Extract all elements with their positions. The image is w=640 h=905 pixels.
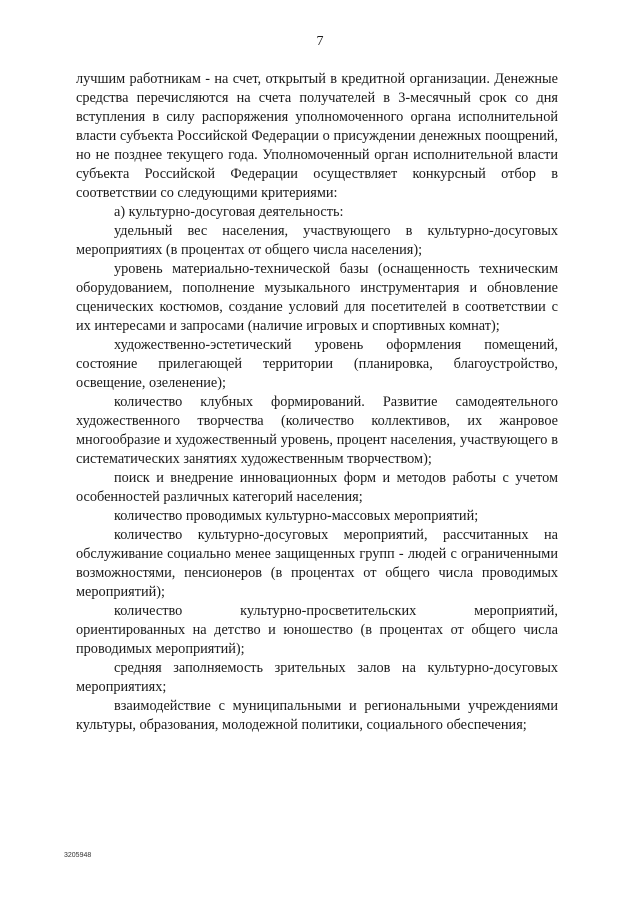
paragraph: уровень материально-технической базы (оснащенность техническим оборудованием, пополнение музыкального инструментария и обновление сценических костюмов, создание условий для посетителей в соответствии с их интересами и запросами (наличие игровых и спортивных комнат); (76, 261, 558, 334)
page-number: 7 (316, 34, 324, 49)
paragraph: средняя заполняемость зрительных залов на культурно-досуговых мероприятиях; (76, 660, 558, 695)
paragraph: художественно-эстетический уровень оформления помещений, состояние прилегающей территории (планировка, благоустройство, освещение, озеленение); (76, 337, 558, 391)
paragraph: взаимодействие с муниципальными и региональными учреждениями культуры, образования, молодежной политики, социального обеспечения; (76, 698, 558, 733)
paragraph: количество проводимых культурно-массовых мероприятий; (114, 508, 479, 524)
paragraph: количество клубных формирований. Развитие самодеятельного художественного творчества (количество коллективов, их жанровое многообразие и художественный уровень, процент населения, участвующего в систематических занятиях художественным творчеством); (76, 394, 558, 467)
paragraph: количество культурно-просветительских мероприятий, ориентированных на детство и юношество (в процентах от общего числа проводимых мероприятий); (76, 603, 558, 657)
paragraph: удельный вес населения, участвующего в культурно-досуговых мероприятиях (в процентах от общего числа населения); (76, 223, 558, 258)
paragraph: поиск и внедрение инновационных форм и методов работы с учетом особенностей различных категорий населения; (76, 470, 558, 505)
paragraph: а) культурно-досуговая деятельность: (114, 204, 344, 220)
document-id-code: 3205948 (64, 852, 92, 859)
paragraph: количество культурно-досуговых мероприятий, рассчитанных на обслуживание социально менее защищенных групп - людей с ограниченными возможностями, пенсионеров (в процентах от общего числа проводимых мероприятий); (76, 527, 558, 600)
paragraph: лучшим работникам - на счет, открытый в кредитной организации. Денежные средства перечисляются на счета получателей в 3-месячный срок со дня вступления в силу распоряжения уполномоченного органа исполнительной власти субъекта Российской Федерации о присуждении денежных поощрений, но не позднее текущего года. Уполномоченный орган исполнительной власти субъекта Российской Федерации осуществляет конкурсный отбор в соответствии со следующими критериями: (76, 71, 558, 201)
body-text (76, 70, 558, 735)
